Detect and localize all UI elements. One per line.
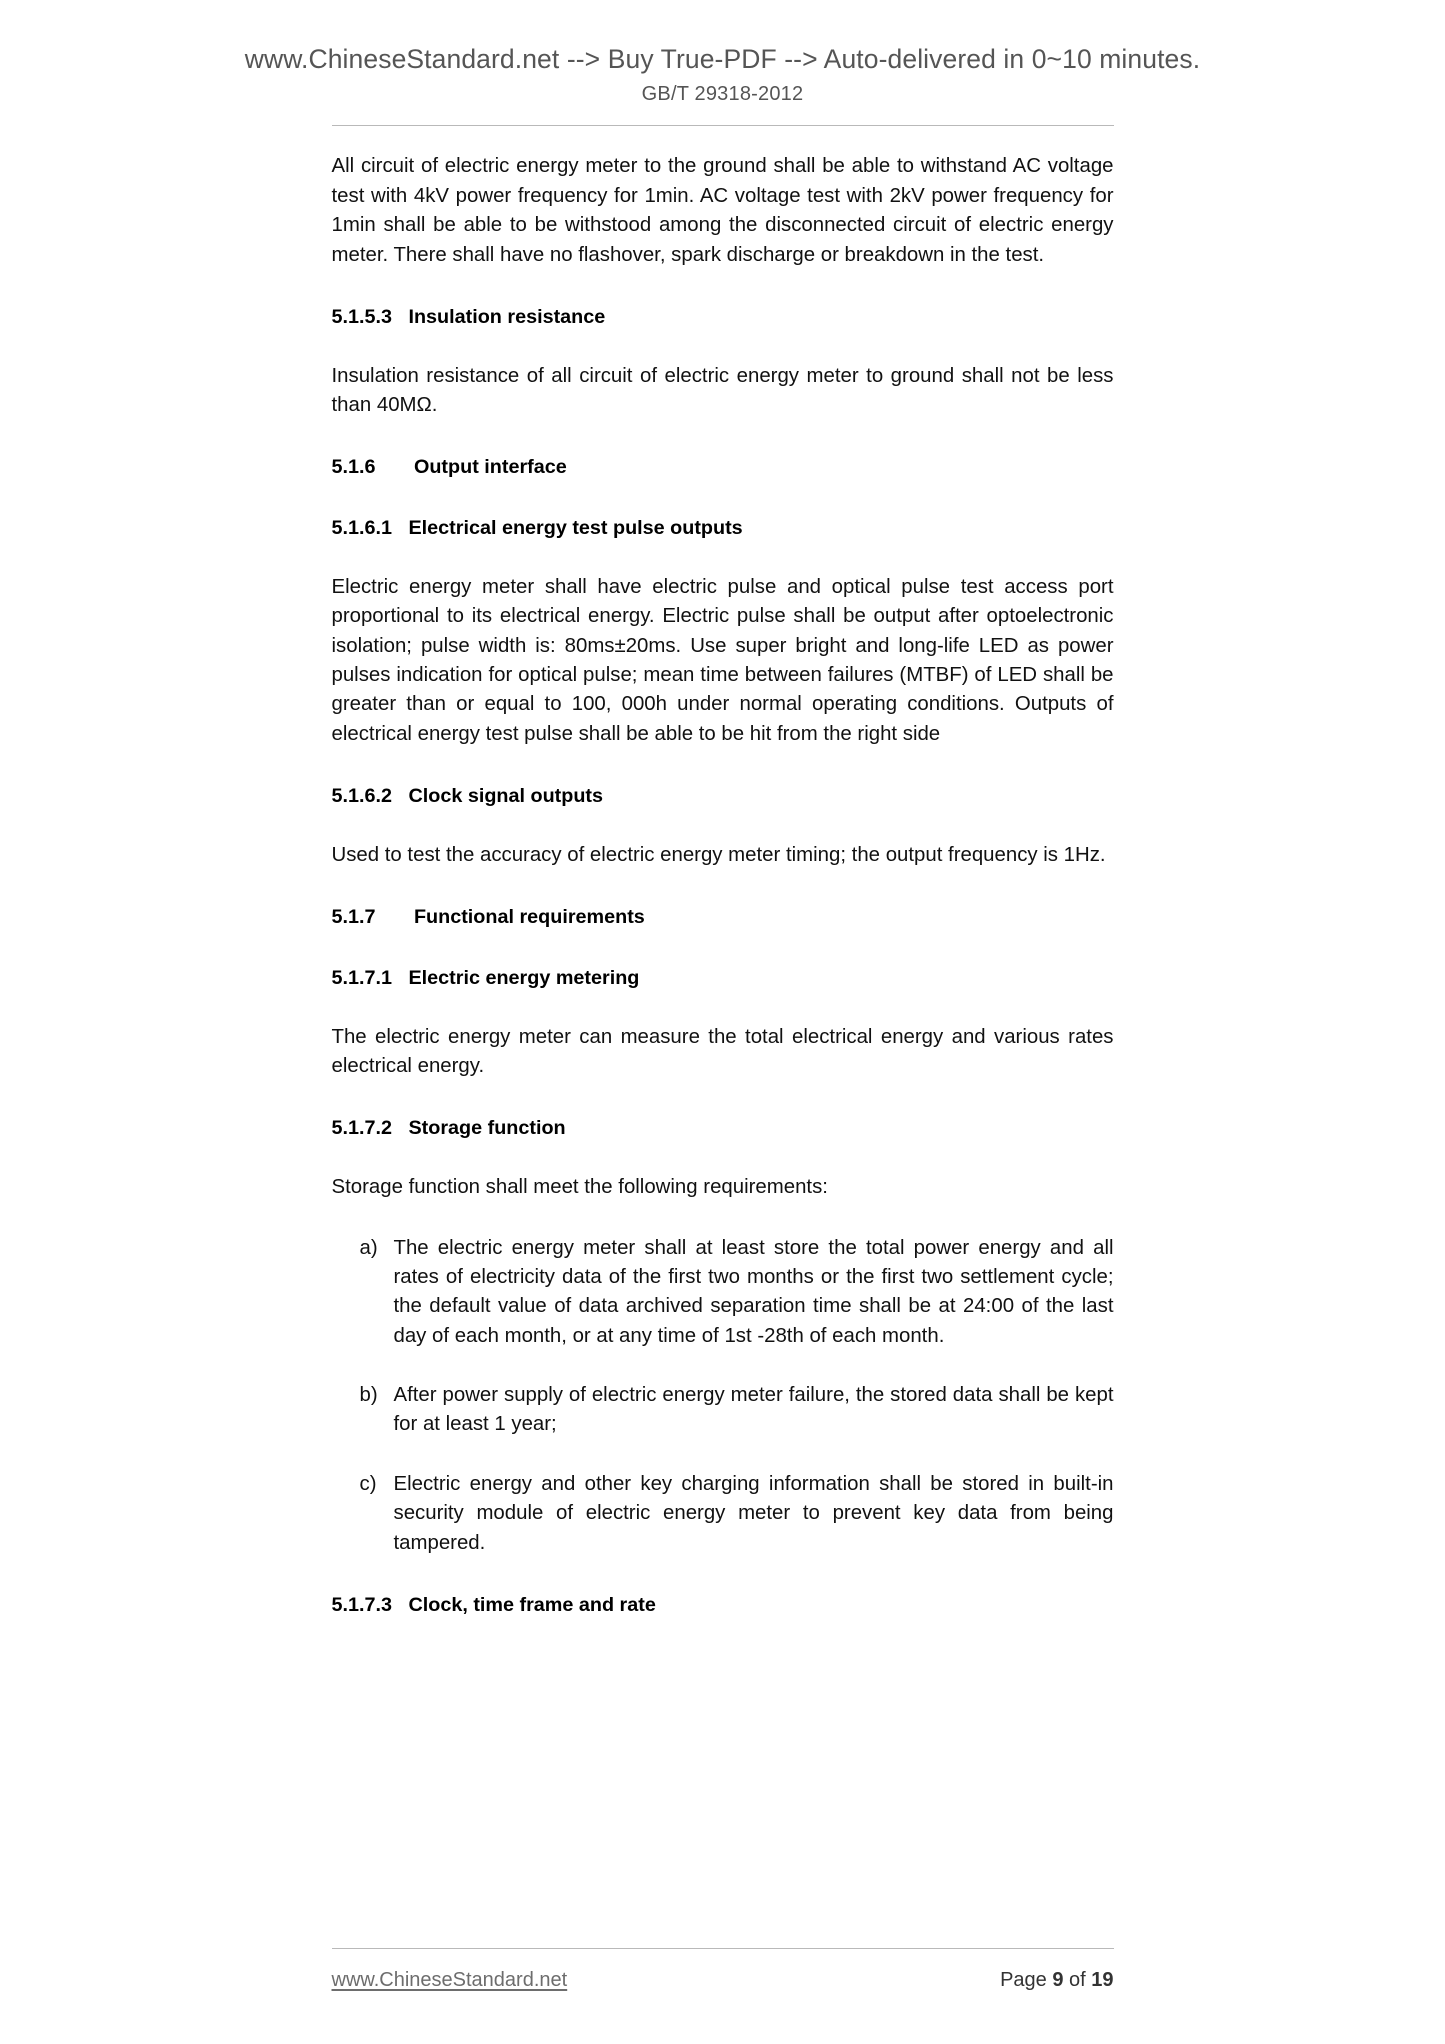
list-item-text: The electric energy meter shall at least store the total power energy and all rates of electricity data of the first two months or the first two settlement cycle; the default value of data archived separation time shall be at 24:00 of the last day of each month, or at any time of 1st -28th of each month. <box>393 1236 1114 1347</box>
list-item <box>332 1234 1114 1352</box>
heading-5-1-7-functional-requirements: 5.1.7 Functional requirements <box>331 906 645 929</box>
list-item <box>332 1470 1114 1558</box>
spacer <box>332 810 1114 841</box>
spacer <box>332 931 1114 965</box>
paragraph-pulse-outputs: Electric energy meter shall have electric pulse and optical pulse test access port proportional to its electrical energy. Electric pulse shall be output after optoelectronic isolation; pulse width is: 80ms±20ms. Use super bright and long-life LED as power pulses indication for optical pulse; mean time between failures (MTBF) of LED shall be greater than or equal to 100, 000h under normal operating conditions. Outputs of electrical energy test pulse shall be able to be hit from the right side <box>331 575 1114 745</box>
heading-5-1-5-3-insulation-resistance: 5.1.5.3 Insulation resistance <box>331 305 606 328</box>
page-prefix-label: Page <box>1000 1969 1053 1991</box>
heading-5-1-6-1-electrical-energy-test-pulse-outputs: 5.1.6.1 Electrical energy test pulse outputs <box>331 517 743 540</box>
list-item-text: Electric energy and other key charging information shall be stored in built-in security module of electric energy meter to prevent key data from being tampered. <box>393 1472 1114 1554</box>
footer-divider <box>332 1948 1114 1949</box>
heading-5-1-6-2-clock-signal-outputs: 5.1.6.2 Clock signal outputs <box>331 785 604 808</box>
heading-5-1-7-3-clock-time-frame-and-rate: 5.1.7.3 Clock, time frame and rate <box>331 1593 656 1616</box>
paragraph-storage-intro: Storage function shall meet the following requirements: <box>331 1176 828 1199</box>
list-item-marker: c) <box>359 1472 377 1495</box>
spacer <box>332 331 1114 362</box>
spacer <box>332 749 1114 783</box>
list-item-marker: b) <box>359 1384 378 1406</box>
spacer <box>332 1203 1114 1234</box>
paragraph-energy-metering: The electric energy meter can measure the total electrical energy and various rates electrical energy. <box>331 1025 1114 1078</box>
spacer <box>332 1142 1114 1173</box>
document-content <box>332 126 1114 1618</box>
page-total-number: 19 <box>1091 1969 1114 1991</box>
storage-requirements-list <box>332 1234 1114 1558</box>
heading-5-1-7-2-storage-function: 5.1.7.2 Storage function <box>331 1117 566 1140</box>
spacer <box>332 870 1114 904</box>
spacer <box>332 420 1114 454</box>
promo-watermark-text: www.ChineseStandard.net --> Buy True-PDF --> Auto-delivered in 0~10 minutes. <box>244 44 1201 74</box>
page-number-indicator <box>1000 1969 1113 1992</box>
heading-5-1-6-output-interface: 5.1.6 Output interface <box>331 456 567 479</box>
footer-row <box>332 1969 1114 1992</box>
paragraph-insulation-resistance: Insulation resistance of all circuit of electric energy meter to ground shall not be less than 40MΩ. <box>331 364 1114 417</box>
standard-code-label: GB/T 29318-2012 <box>641 83 804 106</box>
footer-site-link[interactable]: www.ChineseStandard.net <box>331 1969 568 1991</box>
spacer <box>332 481 1114 515</box>
list-item-text: After power supply of electric energy meter failure, the stored data shall be kept for at least 1 year; <box>393 1384 1114 1436</box>
spacer <box>332 270 1114 304</box>
spacer <box>332 1558 1114 1592</box>
spacer <box>332 1081 1114 1115</box>
heading-5-1-7-1-electric-energy-metering: 5.1.7.1 Electric energy metering <box>331 966 640 989</box>
page-footer <box>0 1948 1445 1992</box>
spacer <box>332 992 1114 1023</box>
spacer <box>332 542 1114 573</box>
list-item-marker: a) <box>359 1236 378 1259</box>
paragraph-clock-signal: Used to test the accuracy of electric energy meter timing; the output frequency is 1Hz. <box>331 843 1106 866</box>
page-middle-label: of <box>1063 1969 1092 1991</box>
list-item <box>332 1381 1114 1440</box>
paragraph-withstand-voltage: All circuit of electric energy meter to the ground shall be able to withstand AC voltage test with 4kV power frequency for 1min. AC voltage test with 2kV power frequency for 1min shall be able to be withstood among the disconnected circuit of electric energy meter. There shall have no flashover, spark discharge or breakdown in the test. <box>331 155 1114 266</box>
page-current-number: 9 <box>1052 1969 1064 1991</box>
